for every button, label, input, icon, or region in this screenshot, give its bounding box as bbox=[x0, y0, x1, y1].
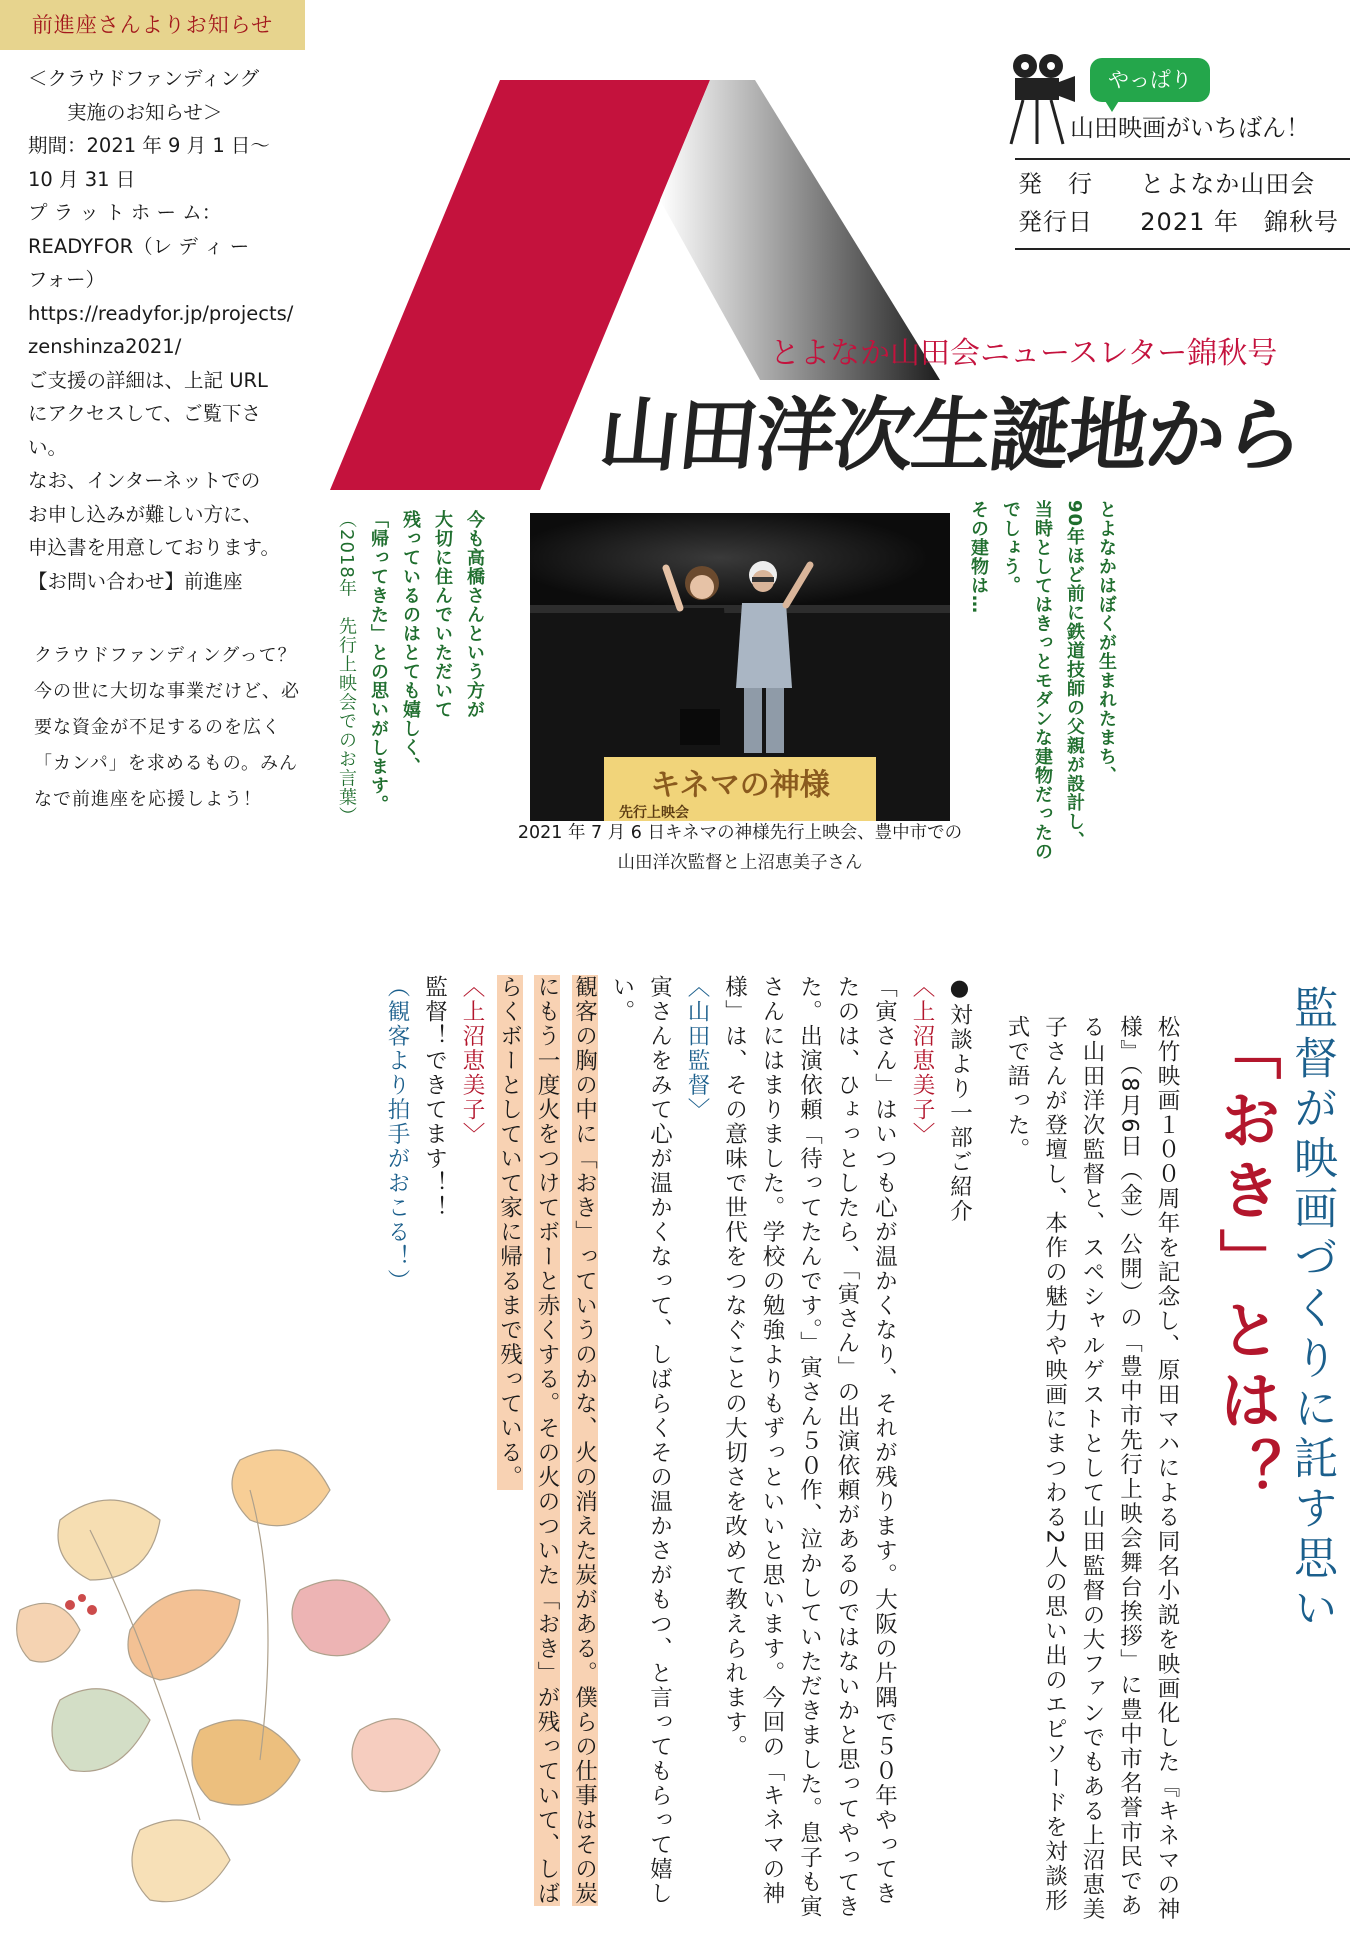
notice-line: 実施のお知らせ＞ bbox=[28, 100, 223, 124]
notice-line: フォー） bbox=[28, 268, 106, 291]
yamada-quote-house bbox=[330, 510, 490, 840]
quote-line: その建物は… bbox=[968, 500, 989, 614]
photo-caption-line: 山田洋次監督と上沼恵美子さん bbox=[617, 853, 863, 873]
speech-bubble: やっぱり bbox=[1090, 58, 1210, 102]
notice-header: 前進座さんよりお知らせ bbox=[0, 0, 305, 50]
notice-line: ＜クラウドファンディング bbox=[28, 67, 260, 90]
main-title: 山田洋次生誕地から bbox=[595, 388, 1307, 482]
photo-banner-title: キネマの神様 bbox=[650, 768, 830, 803]
notice-contact: 【お問い合わせ】前進座 bbox=[28, 569, 243, 593]
notice-line: なお、インターネットでの bbox=[28, 469, 261, 492]
photo-caption-line: 2021 年 7 月 6 日キネマの神様先行上映会、豊中市での bbox=[517, 823, 963, 843]
quote-line: 当時としてはきっとモダンな建物だったの bbox=[1032, 500, 1053, 861]
notice-line: プ ラ ッ ト ホ ー ム： bbox=[28, 201, 222, 224]
quote-line: 残っているのはとても嬉しく、 bbox=[400, 510, 421, 776]
yamada-remark-highlight: 観客の胸の中に「おき」っていうのかな、火の消えた炭がある。僕らの仕事はその炭にもう一度火をつけてボーと赤くする。その火のついた「おき」が残っていて、しばらくボーとしていて家に帰るまで残っている。 bbox=[496, 975, 598, 1906]
notice-url-link-2[interactable]: zenshinza2021/ bbox=[28, 335, 182, 358]
article-body bbox=[95, 975, 1185, 1930]
section-heading: ●対談より一部ご紹介 bbox=[946, 975, 973, 1224]
notice-line: READYFOR（レ デ ィ ー bbox=[28, 234, 250, 258]
photo-caption bbox=[470, 818, 1010, 878]
article-headline-oki: 「おき」とは？ bbox=[1209, 1018, 1282, 1508]
publisher-row bbox=[1018, 166, 1348, 202]
article-intro: 松竹映画１００周年を記念し、原田マハによる同名小説を映画化した『キネマの神様』（8月6日（金）公開）の「豊中市先行上映会舞台挨拶」に豊中市名誉市民である山田洋次監督と、スペシャルゲストとして山田監督の大ファンでもある上沼恵美子さんが登壇し、本作の魅力や映画にまつわる2人の思い出のエピソードを対談形式で語った。 bbox=[1004, 1015, 1180, 1922]
issue-date-label: 発行日 bbox=[1018, 208, 1093, 236]
issue-date: 2021 年 錦秋号 bbox=[1140, 208, 1339, 236]
photo-banner-subtitle: 先行上映会 bbox=[619, 805, 689, 821]
issue-date-row bbox=[1018, 204, 1348, 240]
publisher-label: 発 行 bbox=[1018, 170, 1093, 198]
speaker-label-yamada: 〈山田監督〉 bbox=[684, 975, 710, 1122]
notice-line: い。 bbox=[28, 435, 68, 459]
kaminuma-remark-2: 監督！できてます！！ bbox=[421, 975, 448, 1220]
notice-line: お申し込みが難しい方に、 bbox=[28, 502, 263, 526]
notice-line: にアクセスして、ご覧下さ bbox=[28, 402, 262, 425]
audience-reaction: （観客より拍手がおこる！） bbox=[384, 975, 410, 1294]
quote-source: （2018年 先行上映会でのお言葉） bbox=[336, 510, 357, 826]
event-photo bbox=[530, 513, 950, 821]
notice-line: ご支援の詳細は、上記 URL bbox=[28, 368, 268, 392]
speaker-label-kaminuma: 〈上沼恵美子〉 bbox=[909, 975, 935, 1147]
newsletter-subtitle: とよなか山田会ニュースレター錦秋号 bbox=[770, 336, 1278, 371]
notice-url-link[interactable]: https://readyfor.jp/projects/ bbox=[28, 301, 294, 325]
speaker-label-kaminuma-2: 〈上沼恵美子〉 bbox=[459, 975, 485, 1147]
notice-line: 申込書を用意しております。 bbox=[28, 536, 280, 559]
quote-line: とよなかはぼくが生まれたまち、 bbox=[1096, 500, 1117, 785]
masthead-divider bbox=[1015, 158, 1350, 160]
yamada-remark-1: 寅さんをみて心が温かくなって、しばらくその温かさがもつ、と言ってもらって嬉しい。 bbox=[609, 975, 673, 1906]
yamada-remark-2 bbox=[490, 975, 603, 1930]
crowdfunding-note: クラウドファンディングって？今の世に大切な事業だけど、必要な資金が不足するのを広く「カンパ」を求めるもの。みんなで前進座を応援しよう！ bbox=[34, 645, 300, 810]
quote-line: でしょう。 bbox=[1000, 500, 1021, 595]
publisher-name: とよなか山田会 bbox=[1140, 170, 1316, 198]
quote-line: 「帰ってきた」との思いがします。 bbox=[368, 510, 389, 814]
masthead-title: 山田映画がいちばん！ bbox=[1070, 114, 1310, 142]
notice-body bbox=[28, 62, 314, 598]
article-headline: 監督が映画づくりに託す思い bbox=[1286, 985, 1337, 1635]
notice-line: 10 月 31 日 bbox=[28, 167, 136, 191]
kaminuma-remark: 「寅さん」はいつも心が温かくなり、それが残ります。大阪の片隅で５０年やってきたのは、ひょっとしたら、「寅さん」の出演依頼があるのではないかと思ってやってきた。出演依頼「待ってたんです。」寅さん５０作、泣かしていただきました。息子も寅さんにはまりました。学校の勉強よりもずっといいと思います。今回の「キネマの神様」は、その意味で世代をつなぐことの大切さを改めて教えられます。 bbox=[721, 975, 898, 1920]
masthead-bottom-divider bbox=[1015, 248, 1350, 250]
notice-line: 期間：2021 年 9 月 1 日〜 bbox=[28, 134, 270, 157]
quote-line: 90年ほど前に鉄道技師の父親が設計し、 bbox=[1064, 500, 1085, 851]
quote-line: 今も高橋さんという方が bbox=[464, 510, 485, 719]
quote-line: 大切に住んでいただいて bbox=[432, 510, 453, 719]
